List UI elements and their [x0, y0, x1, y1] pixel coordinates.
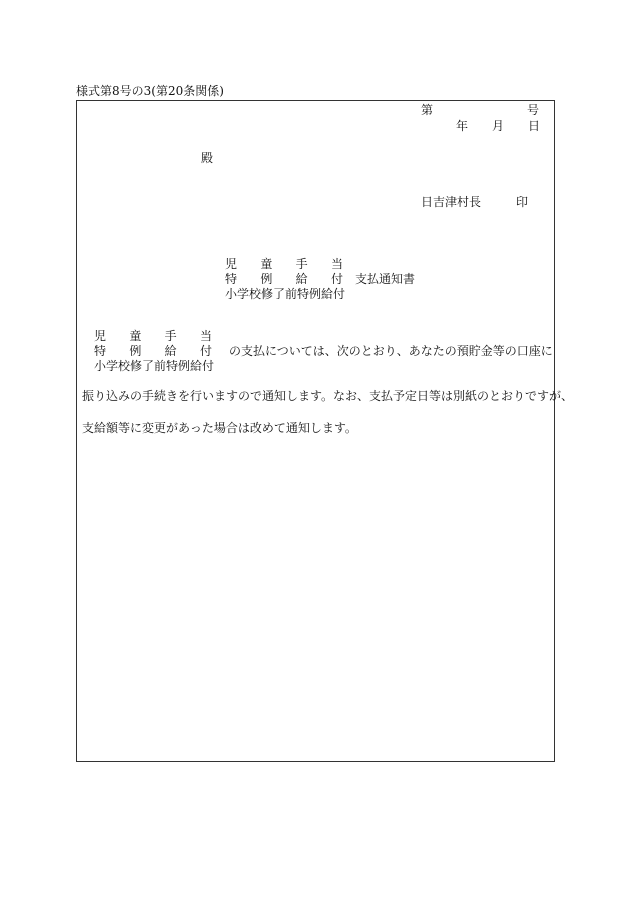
title-char: 児	[225, 257, 238, 271]
body-item-2-suffix: の支払については、次のとおり、あなたの預貯金等の口座に	[229, 344, 553, 358]
number-suffix: 号	[527, 103, 540, 117]
title-line-3: 小学校修了前特例給付	[225, 287, 346, 301]
title-char: 例	[260, 272, 273, 286]
body-char: 当	[199, 329, 212, 343]
title-char: 手	[295, 257, 308, 271]
title-suffix: 支払通知書	[355, 272, 416, 286]
title-char: 童	[260, 257, 273, 271]
form-label: 様式第8号の3(第20条関係)	[76, 84, 224, 98]
number-prefix: 第	[421, 103, 434, 117]
body-char: 例	[129, 344, 142, 358]
issuer-name: 日吉津村長	[421, 195, 482, 209]
body-paragraph-1: 振り込みの手続きを行いますので通知します。なお、支払予定日等は別紙のとおりですが、	[82, 389, 574, 403]
body-item-2	[94, 344, 212, 358]
title-line-2	[225, 272, 343, 286]
title-char: 当	[330, 257, 343, 271]
body-paragraph-2: 支給額等に変更があった場合は改めて通知します。	[82, 421, 357, 435]
date-day: 日	[528, 119, 541, 133]
seal-mark: 印	[516, 195, 529, 209]
body-char: 童	[129, 329, 142, 343]
title-char: 付	[330, 272, 343, 286]
body-char: 手	[164, 329, 177, 343]
title-char: 特	[225, 272, 238, 286]
date-month: 月	[492, 119, 505, 133]
body-item-1	[94, 329, 212, 343]
date-year: 年	[456, 119, 469, 133]
title-line-1	[225, 257, 343, 271]
title-char: 給	[295, 272, 308, 286]
body-item-3: 小学校修了前特例給付	[94, 359, 215, 373]
body-char: 児	[94, 329, 107, 343]
body-char: 付	[199, 344, 212, 358]
recipient-honorific: 殿	[201, 151, 214, 165]
body-char: 特	[94, 344, 107, 358]
body-char: 給	[164, 344, 177, 358]
